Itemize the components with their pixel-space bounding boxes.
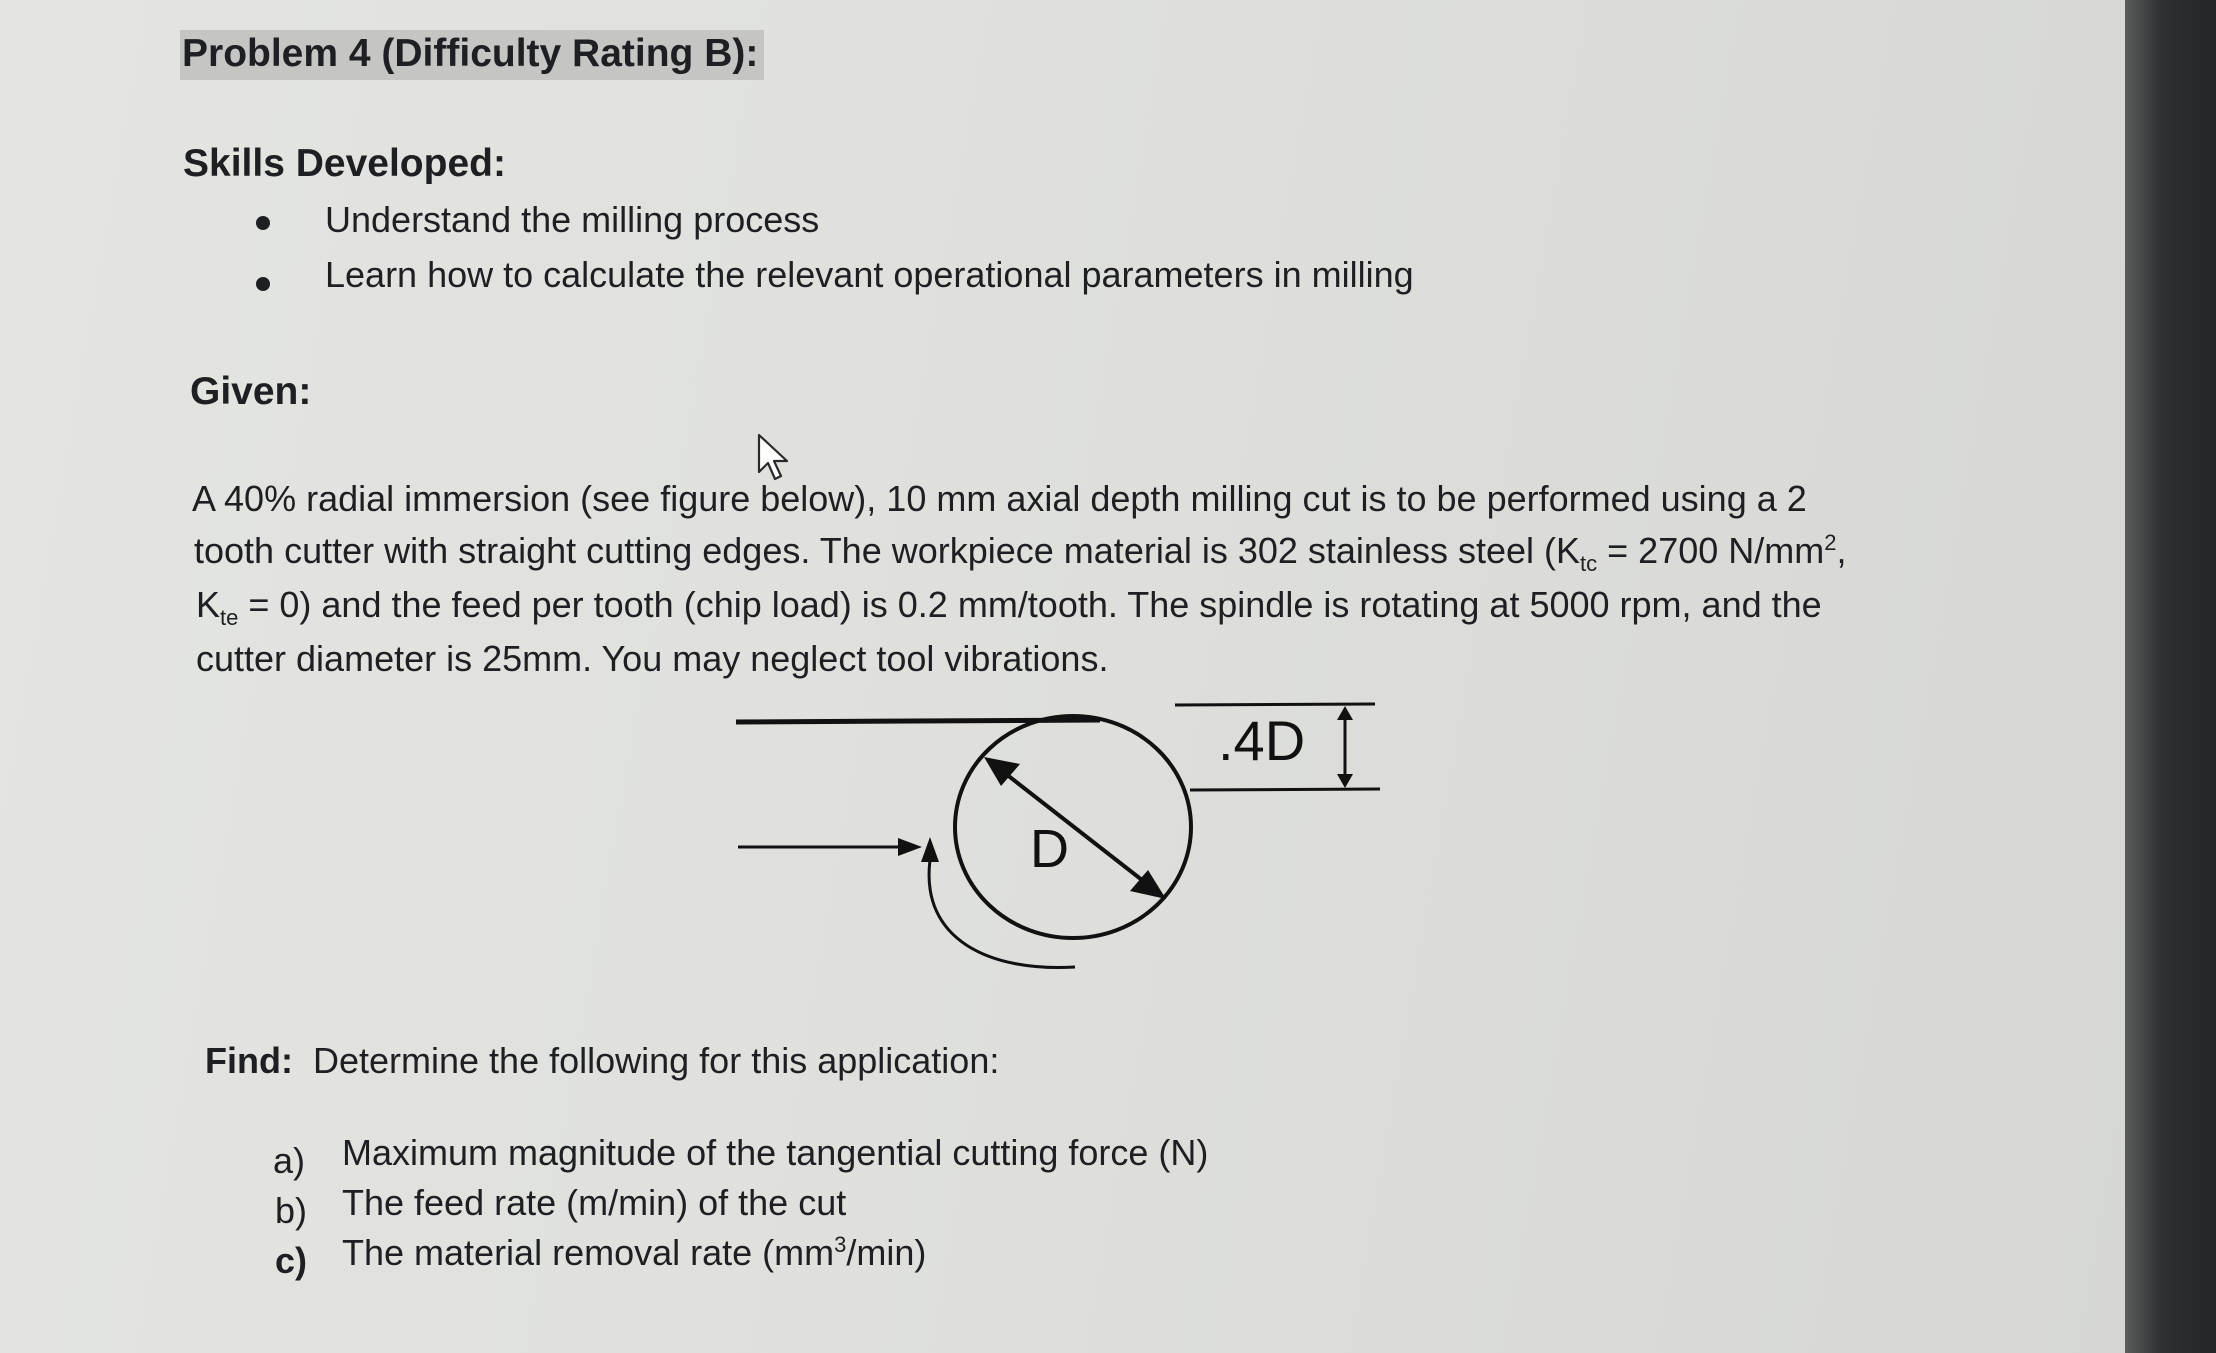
find-item-c: The material removal rate $(mm^3/\min)$ — [342, 1232, 927, 1273]
given-line-1: A 40% radial immersion (see figure below), 10 mm axial depth milling cut is to be performed using a 2 — [192, 478, 1807, 519]
skill-item-2: Learn how to calculate the relevant operational parameters in milling — [325, 254, 1414, 295]
mouse-cursor-icon — [756, 432, 796, 484]
problem-title: Problem 4 (Difficulty Rating B): — [180, 30, 764, 80]
given-heading: Given: — [190, 370, 312, 413]
find-item-b-letter: b) — [275, 1190, 308, 1231]
given-line-3: $K_{te} = 0$) and the feed per tooth (chip load) is 0.2 mm/tooth. The spindle is rotating at 5000 rpm, and the — [196, 584, 1822, 631]
rotation-arrowhead — [921, 837, 939, 862]
given-line-2: tooth cutter with straight cutting edges. The workpiece material is 302 stainless steel ($K_{tc} = 2700$ $N/mm^2$, — [194, 530, 1847, 577]
radial-immersion-figure — [720, 690, 1390, 1000]
find-heading: Find: — [205, 1040, 293, 1081]
immersion-arrowhead-down — [1337, 774, 1353, 788]
immersion-bottom-line — [1190, 789, 1380, 790]
feed-arrowhead — [898, 838, 922, 856]
immersion-arrowhead-up — [1337, 706, 1353, 720]
bullet-icon — [256, 216, 270, 230]
find-item-c-letter: c) — [275, 1240, 308, 1281]
find-line — [205, 1040, 999, 1082]
immersion-top-line — [1175, 704, 1375, 705]
skills-heading: Skills Developed: — [183, 142, 506, 185]
find-item-a-letter: a) — [273, 1140, 306, 1181]
given-line-4: cutter diameter is 25mm. You may neglect tool vibrations. — [196, 638, 1109, 679]
monitor-edge — [2125, 0, 2216, 1353]
bullet-icon — [256, 277, 270, 291]
immersion-label: .4D — [1218, 709, 1306, 772]
skill-item-1: Understand the milling process — [325, 199, 820, 240]
diameter-label: D — [1030, 819, 1069, 879]
find-text: Determine the following for this application: — [312, 1040, 1000, 1081]
diameter-arrow-line — [988, 760, 1160, 894]
find-item-a: Maximum magnitude of the tangential cutting force (N) — [342, 1132, 1209, 1173]
find-item-b: The feed rate (m/min) of the cut — [342, 1182, 847, 1223]
